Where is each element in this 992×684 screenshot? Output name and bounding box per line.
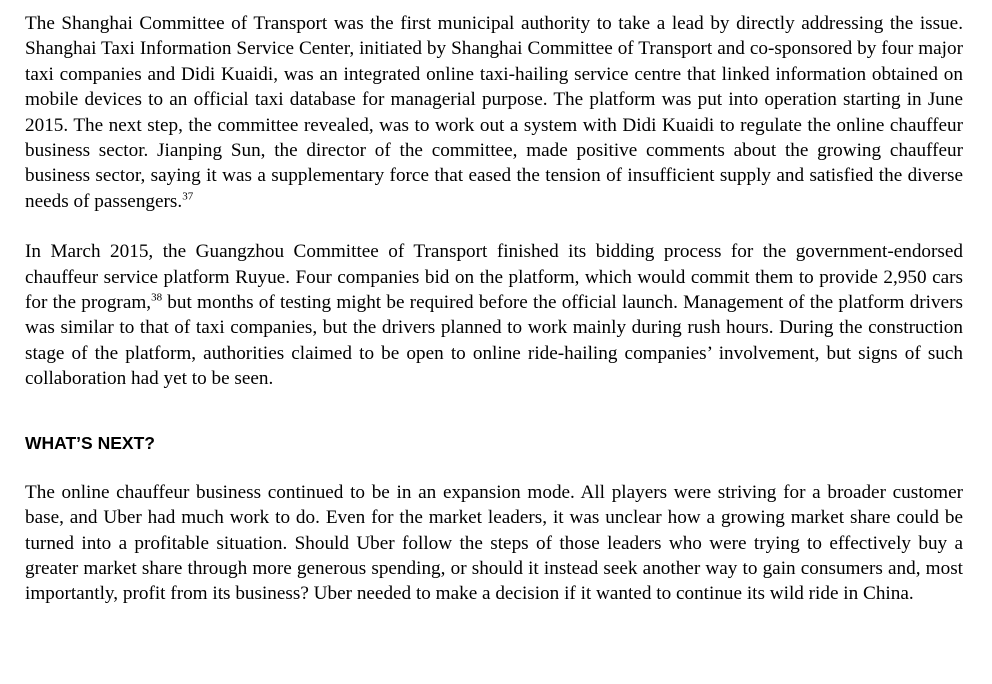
paragraph-shanghai-text: The Shanghai Committee of Transport was the first municipal authority to take a lead by directly addressing the issue. Shanghai Taxi Information Service Center, initiated by Shanghai Committee of Transport and co-sponsored by four major taxi companies and Didi Kuaidi, was an integrated online taxi-hailing service centre that linked information obtained on mobile devices to an official taxi database for managerial purpose. The platform was put into operation starting in June 2015. The next step, the committee revealed, was to work out a system with Didi Kuaidi to regulate the online chauffeur business sector. Jianping Sun, the director of the committee, made positive comments about the growing chauffeur business sector, saying it was a supplementary force that eased the tension of insufficient supply and satisfied the diverse needs of passengers. xyxy=(25,13,963,212)
paragraph-whats-next: The online chauffeur business continued to be in an expansion mode. All players were striving for a broader customer base, and Uber had much work to do. Even for the market leaders, it was unclear how a growing market share could be turned into a profitable situation. Should Uber follow the steps of those leaders who were trying to effectively buy a greater market share through more generous spending, or should it instead seek another way to gain consumers and, most importantly, profit from its business? Uber needed to make a decision if it wanted to continue its wild ride in China. xyxy=(25,481,963,605)
section-heading: WHAT’S NEXT? xyxy=(25,432,155,453)
paragraph-shanghai xyxy=(25,11,963,214)
footnote-37: 37 xyxy=(182,190,194,203)
document-page xyxy=(25,11,963,607)
paragraph-guangzhou xyxy=(25,239,963,391)
paragraph-guangzhou-text-after: but months of testing might be required before the official launch. Management of the platform drivers was similar to that of taxi companies, but the drivers planned to work mainly during rush hours. During the construction stage of the platform, authorities claimed to be open to online ride-hailing companies’ involvement, but signs of such collaboration had yet to be seen. xyxy=(25,292,963,390)
paragraph-guangzhou-text-before: In March 2015, the Guangzhou Committee of Transport finished its bidding process for the government-endorsed chauffeur service platform Ruyue. Four companies bid on the platform, which would commit them to provide 2,950 cars for the program, xyxy=(25,241,963,314)
footnote-38: 38 xyxy=(151,291,163,304)
